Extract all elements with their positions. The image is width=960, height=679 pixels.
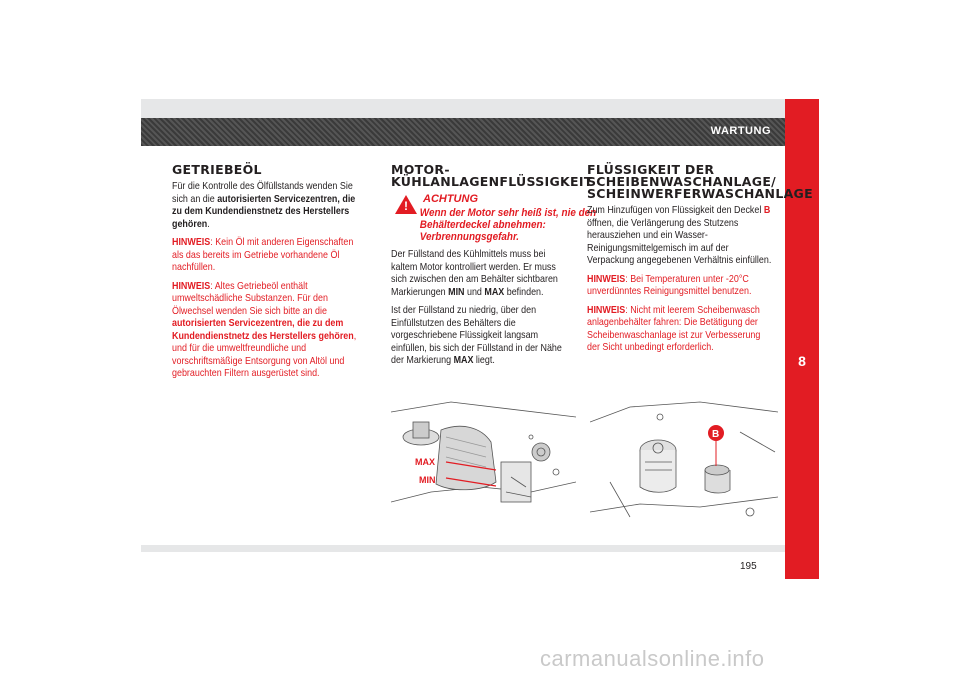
gearbox-oil-hint-2: HINWEIS: Altes Getriebeöl enthält umweltschädliche Substanzen. Für den Ölwechsel wenden Sie sich bitte an die autorisierten Servicezentren, die zu dem Kundendienstnetz des Herstellers gehören, und für die umweltfreundliche und vorschriftsmäßige Entsorgung von Altöl und gebrauchten Filtern ausgerüstet sind.: [172, 280, 357, 379]
coolant-title: MOTOR- KÜHLANLAGENFLÜSSIGKEIT: [391, 162, 593, 189]
coolant-reservoir-illustration: [391, 392, 576, 535]
section-title: WARTUNG: [710, 125, 771, 137]
coolant-paragraph-2: Ist der Füllstand zu niedrig, über den Einfüllstutzen des Behälters die vorgeschriebene Flüssigkeit langsam einfüllen, bis sich der Füllstand in der Nähe der Markierung MAX liegt.: [391, 305, 562, 366]
min-marking-label: MIN: [419, 475, 436, 485]
chapter-number: 8: [798, 353, 806, 369]
gearbox-oil-paragraph: Für die Kontrolle des Ölfüllstands wenden Sie sich an die autorisierten Servicezentren, die zu dem Kundendienstnetz des Herstellers gehören.: [172, 181, 356, 230]
coolant-paragraph-1: Der Füllstand des Kühlmittels muss bei kaltem Motor kontrolliert werden. Er muss sich zwischen den am Behälter sichtbaren Markierungen MIN und MAX befinden.: [391, 249, 558, 298]
page-number: 195: [740, 561, 757, 572]
watermark: carmanualsonline.info: [540, 646, 765, 671]
header-bar: [141, 118, 785, 146]
bottom-strip: [141, 545, 785, 552]
max-marking-label: MAX: [415, 457, 435, 467]
washer-fluid-hint-1: HINWEIS: Bei Temperaturen unter -20°C unverdünntes Reinigungsmittel benutzen.: [587, 273, 752, 297]
washer-reservoir-illustration: [590, 392, 778, 535]
warning-triangle-icon: !: [395, 195, 417, 214]
warning-title: ACHTUNG: [423, 193, 478, 205]
washer-fluid-title: FLÜSSIGKEIT DER SCHEIBENWASCHANLAGE/ SCHEINWERFERWASCHANLAGE: [587, 162, 813, 201]
warning-text: Wenn der Motor sehr heiß ist, nie den Behälterdeckel abnehmen: Verbrennungsgefahr.: [419, 207, 597, 243]
chapter-tab: [785, 99, 819, 579]
cap-b-label: B: [712, 429, 720, 440]
washer-fluid-hint-2: HINWEIS: Nicht mit leerem Scheibenwasch anlagenbehälter fahren: Die Betätigung der Scheibenwaschanlage ist zur Verbesserung der Sicht unbedingt erforderlich.: [587, 304, 761, 353]
gearbox-oil-hint-1: HINWEIS: Kein Öl mit anderen Eigenschaften als das bereits im Getriebe vorhandene Öl nachfüllen.: [172, 237, 354, 273]
coolant-section: [391, 162, 597, 374]
top-strip: [141, 99, 785, 118]
washer-fluid-section: [587, 162, 813, 361]
washer-fluid-paragraph: Zum Hinzufügen von Flüssigkeit den Deckel B öffnen, die Verlängerung des Stutzens herausziehen und ein Wasser-Reinigungsmittelgemisch im auf der Verpackung angegebenen Verhältnis einfüllen.: [587, 205, 772, 266]
gearbox-oil-section: [172, 164, 367, 387]
gearbox-oil-title: GETRIEBEÖL: [172, 162, 262, 177]
